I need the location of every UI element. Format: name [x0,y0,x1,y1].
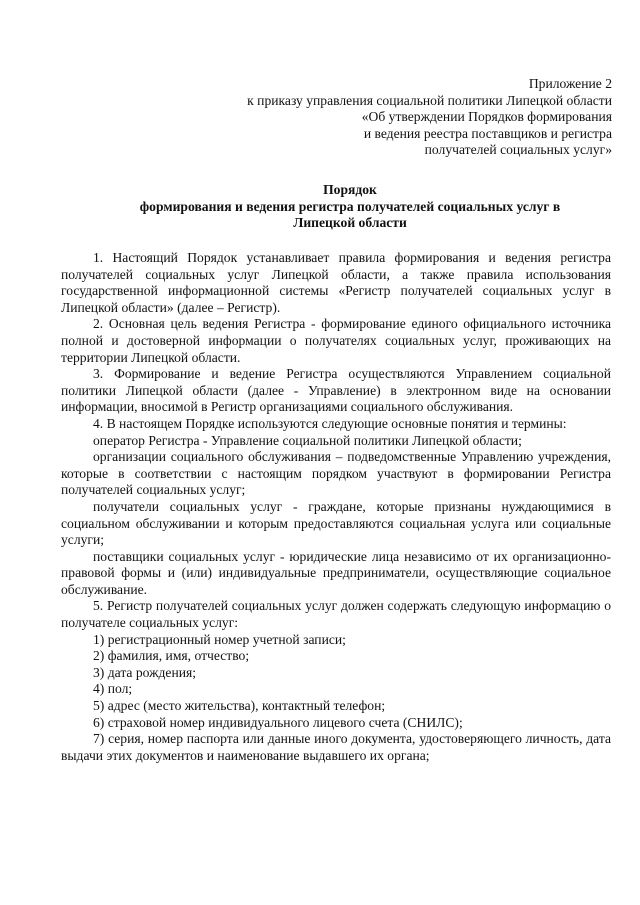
term-organizations: организации социального обслуживания – подведомственные Управлению учреждения, которые в соответствии с настоящим порядком участвуют в формировании Регистра получателей социальных услуг; [61,449,611,498]
list-item: 1) регистрационный номер учетной записи; [93,631,346,647]
appendix-line: «Об утверждении Порядков формирования [361,109,612,125]
list-item: 3) дата рождения; [93,664,197,680]
paragraph-2: 2. Основная цель ведения Регистра - формирование единого официального источника полной и достоверной информации о получателях социальных услуг, проживающих на территории Липецкой области. [61,316,611,365]
appendix-line: и ведения реестра поставщиков и регистра [363,125,612,141]
paragraph-4: 4. В настоящем Порядке используются следующие основные понятия и термины: [93,415,567,431]
appendix-line: Приложение 2 [528,76,612,91]
appendix-line: получателей социальных услуг» [424,142,612,158]
list-item: 5) адрес (место жительства), контактный телефон; [93,698,386,714]
paragraph-5: 5. Регистр получателей социальных услуг должен содержать следующую информацию о получателе социальных услуг: [61,598,611,631]
list-item: 2) фамилия, имя, отчество; [93,648,250,664]
paragraph-3: 3. Формирование и ведение Регистра осуществляются Управлением социальной политики Липецкой области (далее - Управление) в электронном виде на основании информации, вносимой в Регистр организациями социального обслуживания. [61,366,611,415]
term-operator: оператор Регистра - Управление социальной политики Липецкой области; [93,432,522,448]
list-item: 7) серия, номер паспорта или данные иного документа, удостоверяющего личность, дата выдачи этих документов и наименование выдавшего их органа; [61,731,611,763]
title-line: Порядок [323,182,377,197]
title-line: Липецкой области [293,215,407,231]
term-recipients: получатели социальных услуг - граждане, которые признаны нуждающимися в социальном обслуживании и которым предоставляются социальная услуга или социальные услуги; [61,498,611,548]
list-item: 6) страховой номер индивидуального лицевого счета (СНИЛС); [93,714,463,730]
list-item: 4) пол; [93,681,133,697]
paragraph-1: 1. Настоящий Порядок устанавливает правила формирования и ведения регистра получателей социальных услуг Липецкой области, а также правила использования государственной информационной системы «Регистр получателей социальных услуг в Липецкой области» (далее – Регистр). [61,250,611,315]
document-title [60,182,640,232]
appendix-header [247,76,612,159]
document-body [61,250,611,764]
appendix-line: к приказу управления социальной политики Липецкой области [247,92,612,108]
title-line: формирования и ведения регистра получателей социальных услуг в [139,198,561,214]
term-providers: поставщики социальных услуг - юридические лица независимо от их организационно-правовой формы и (или) индивидуальные предприниматели, осуществляющие социальное обслуживание. [61,548,611,597]
